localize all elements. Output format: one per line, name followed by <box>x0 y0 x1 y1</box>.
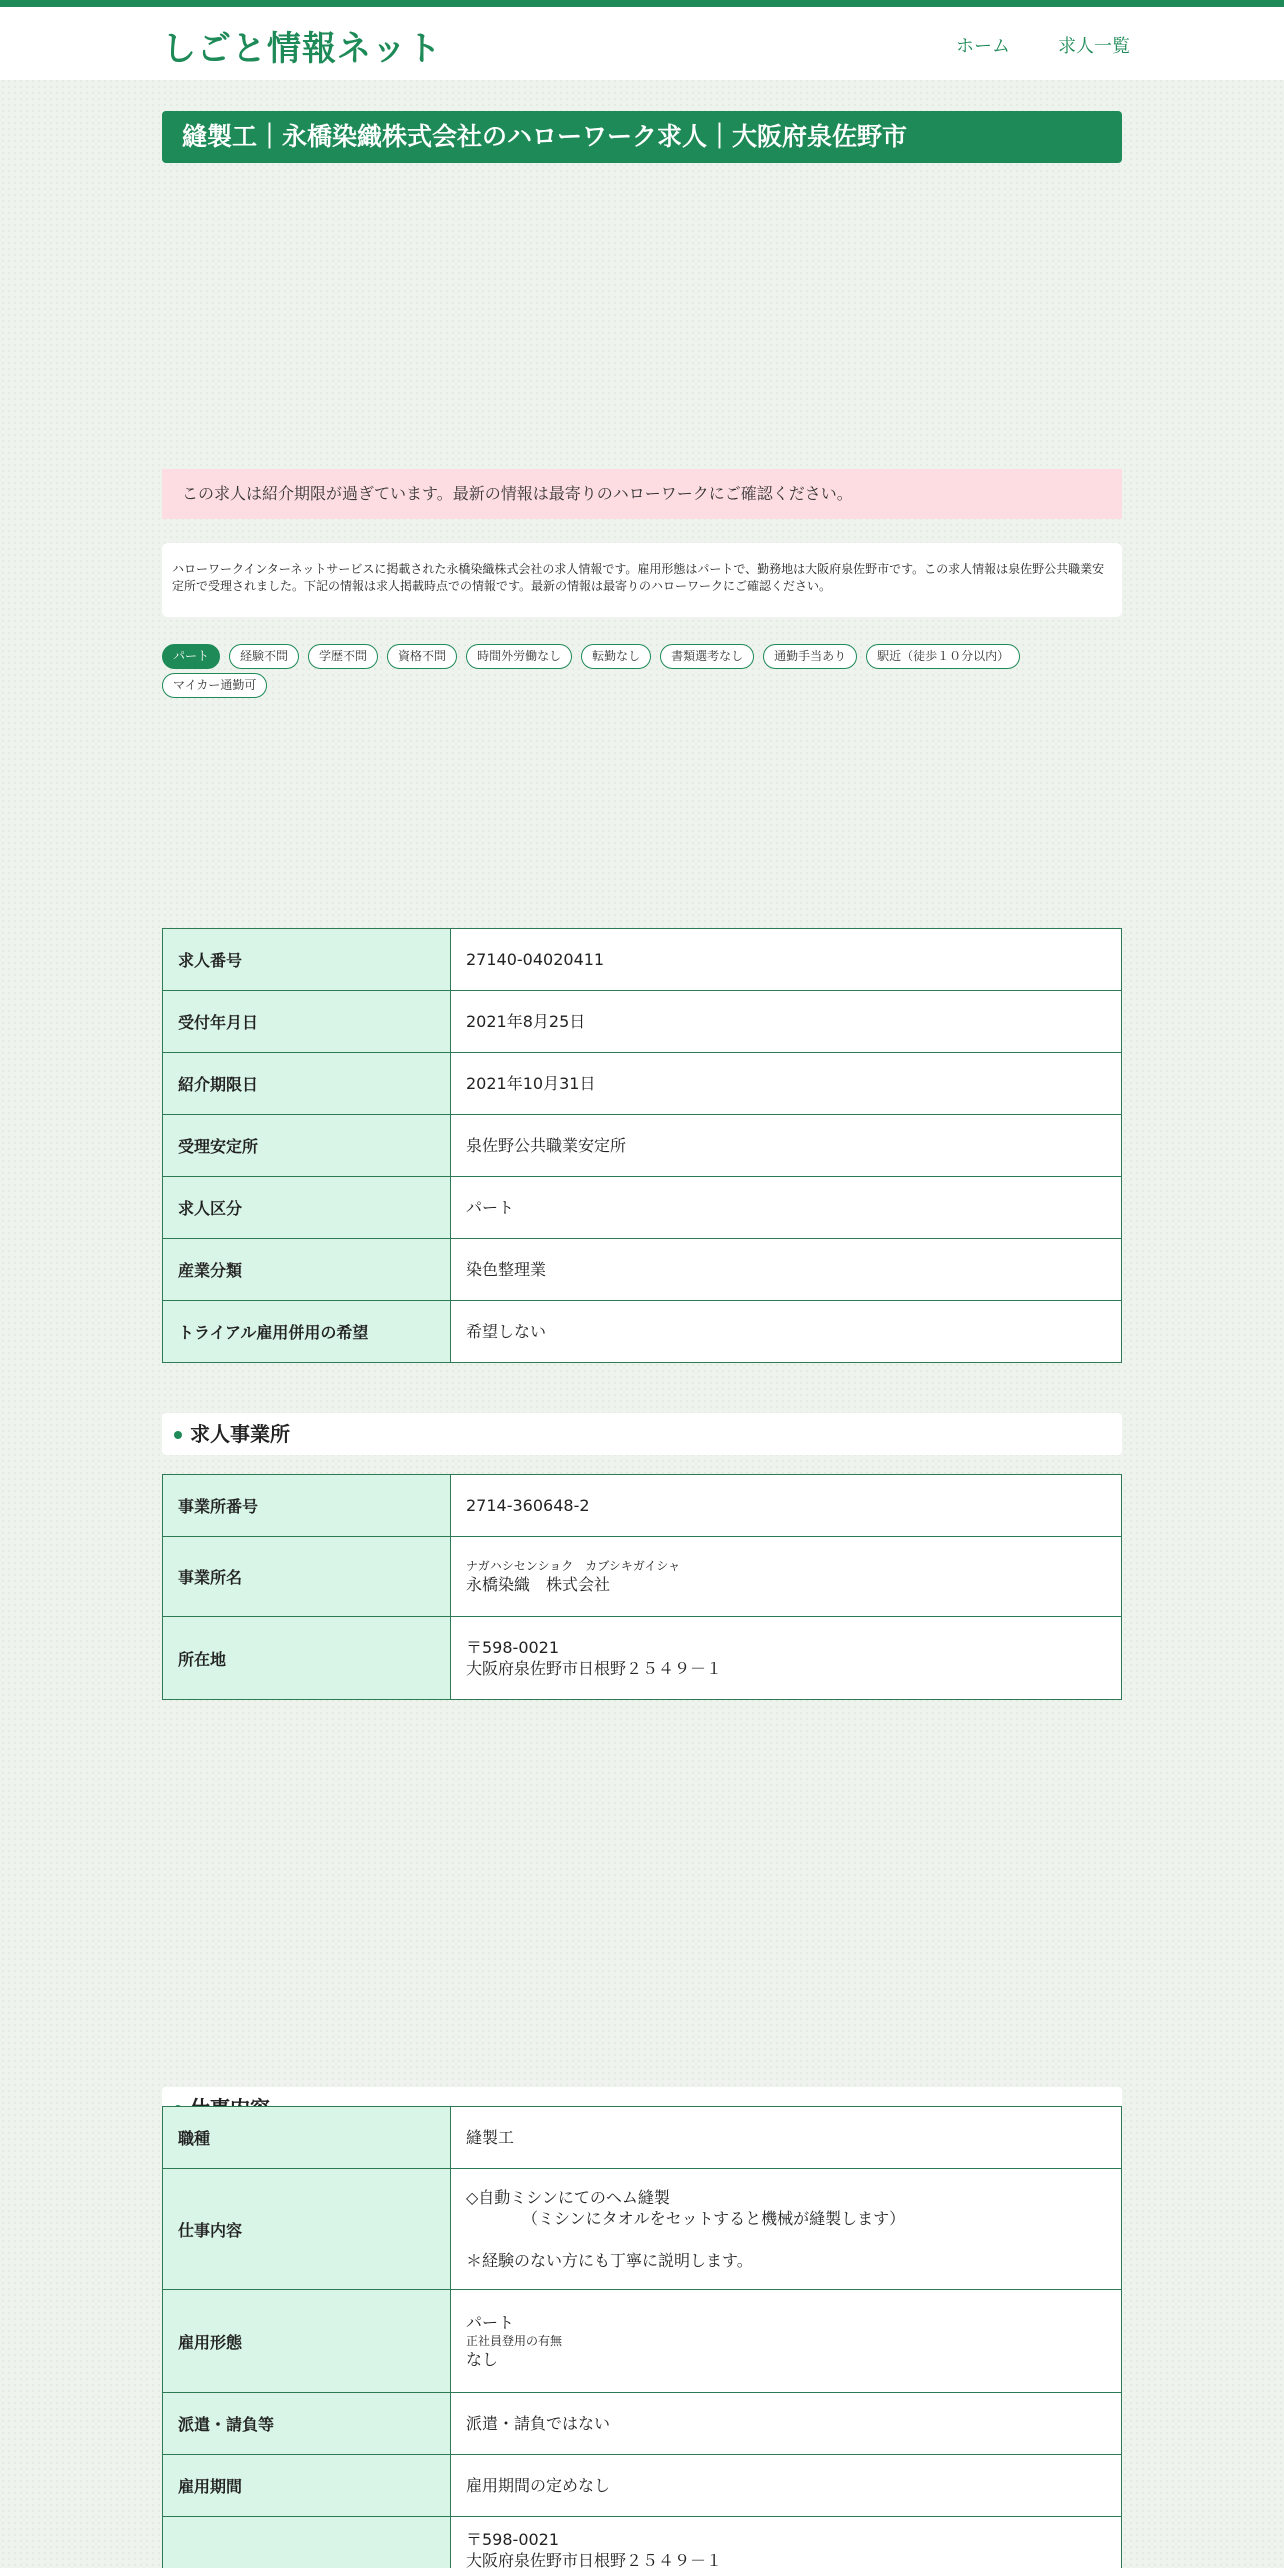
site-header <box>0 7 1284 80</box>
workplace-postal-code: 〒598-0021 <box>466 2530 560 2549</box>
row-label: 受理安定所 <box>163 1115 451 1177</box>
tag-part-time[interactable]: パート <box>162 644 220 669</box>
regular-conversion-label: 正社員登用の有無 <box>466 2334 563 2348</box>
basic-info-table <box>162 928 1122 1363</box>
row-value: 希望しない <box>451 1301 1122 1363</box>
row-value: 27140-04020411 <box>451 929 1122 991</box>
office-section-heading <box>162 1413 1122 1455</box>
table-row <box>163 1537 1122 1617</box>
tag-no-overtime[interactable]: 時間外労働なし <box>466 644 572 669</box>
table-row <box>163 2393 1122 2455</box>
dispatch-value: 派遣・請負ではない <box>451 2393 1122 2455</box>
row-label: 所在地 <box>163 1617 451 1700</box>
office-section-title: 求人事業所 <box>190 1422 290 1446</box>
row-label: 職種 <box>163 2107 451 2169</box>
row-label <box>163 2517 451 2568</box>
occupation-value: 縫製工 <box>451 2107 1122 2169</box>
workplace-address-cell <box>451 2517 1122 2568</box>
table-row <box>163 991 1122 1053</box>
office-number: 2714-360648-2 <box>451 1475 1122 1537</box>
workplace-address: 大阪府泉佐野市日根野２５４９－１ <box>466 2551 723 2568</box>
bullet-dot-icon <box>174 1431 182 1439</box>
job-content-line: （ミシンにタオルをセットすると機械が縫製します） <box>466 2209 906 2228</box>
row-value: 2021年8月25日 <box>451 991 1122 1053</box>
table-row <box>163 1475 1122 1537</box>
employment-period-value: 雇用期間の定めなし <box>451 2455 1122 2517</box>
employment-cell <box>451 2290 1122 2393</box>
table-row <box>163 2290 1122 2393</box>
table-row <box>163 1301 1122 1363</box>
office-name-cell <box>451 1537 1122 1617</box>
job-description-summary: ハローワークインターネットサービスに掲載された永橋染織株式会社の求人情報です。雇用形態はパートで、勤務地は大阪府泉佐野市です。この求人情報は泉佐野公共職業安定所で受理されました。下記の情報は求人掲載時点での情報です。最新の情報は最寄りのハローワークにご確認ください。 <box>162 543 1122 617</box>
tag-no-transfer[interactable]: 転勤なし <box>581 644 651 669</box>
table-row <box>163 1053 1122 1115</box>
tag-no-education[interactable]: 学歴不問 <box>308 644 378 669</box>
tag-near-station[interactable]: 駅近（徒歩１０分以内） <box>866 644 1020 669</box>
row-value: 泉佐野公共職業安定所 <box>451 1115 1122 1177</box>
regular-conversion-value: なし <box>466 2350 499 2369</box>
office-name: 永橋染織 株式会社 <box>466 1575 611 1594</box>
job-content-line: ◇自動ミシンにてのヘム縫製 <box>466 2188 670 2207</box>
page-title: 縫製工｜永橋染織株式会社のハローワーク求人｜大阪府泉佐野市 <box>162 111 1122 163</box>
row-label: 雇用形態 <box>163 2290 451 2393</box>
site-logo[interactable]: しごと情報ネット <box>162 29 442 69</box>
row-label: 事業所名 <box>163 1537 451 1617</box>
table-row <box>163 1239 1122 1301</box>
row-label: 雇用期間 <box>163 2455 451 2517</box>
row-value: 染色整理業 <box>451 1239 1122 1301</box>
row-value: 2021年10月31日 <box>451 1053 1122 1115</box>
table-row <box>163 1177 1122 1239</box>
tag-commute-allowance[interactable]: 通勤手当あり <box>763 644 857 669</box>
row-label: 求人区分 <box>163 1177 451 1239</box>
job-content-cell <box>451 2169 1122 2290</box>
row-label: 事業所番号 <box>163 1475 451 1537</box>
office-postal-code: 〒598-0021 <box>466 1638 560 1657</box>
row-label: 受付年月日 <box>163 991 451 1053</box>
top-accent-line <box>0 0 1284 7</box>
nav-home-link[interactable]: ホーム <box>956 36 1010 57</box>
table-row <box>163 2107 1122 2169</box>
row-label: 産業分類 <box>163 1239 451 1301</box>
job-content-line: ＊経験のない方にも丁寧に説明します。 <box>466 2251 753 2270</box>
table-row <box>163 1617 1122 1700</box>
tag-car-commute[interactable]: マイカー通勤可 <box>162 673 267 698</box>
feature-tags <box>162 644 1122 698</box>
office-address-cell <box>451 1617 1122 1700</box>
tag-no-qualification[interactable]: 資格不問 <box>387 644 457 669</box>
expired-notice: この求人は紹介期限が過ぎています。最新の情報は最寄りのハローワークにご確認ください。 <box>162 469 1122 519</box>
tag-no-document-screening[interactable]: 書類選考なし <box>660 644 754 669</box>
table-row <box>163 929 1122 991</box>
employment-type: パート <box>466 2313 515 2332</box>
office-info-table <box>162 1474 1122 1700</box>
row-label: 紹介期限日 <box>163 1053 451 1115</box>
row-label: 派遣・請負等 <box>163 2393 451 2455</box>
nav-job-list-link[interactable]: 求人一覧 <box>1058 36 1130 57</box>
row-label: トライアル雇用併用の希望 <box>163 1301 451 1363</box>
table-row <box>163 2455 1122 2517</box>
table-row <box>163 2517 1122 2568</box>
tag-no-experience[interactable]: 経験不問 <box>229 644 299 669</box>
office-name-kana: ナガハシセンショク カブシキガイシャ <box>466 1559 681 1573</box>
row-label: 仕事内容 <box>163 2169 451 2290</box>
job-info-table <box>162 2106 1122 2568</box>
row-label: 求人番号 <box>163 929 451 991</box>
table-row <box>163 2169 1122 2290</box>
office-address: 大阪府泉佐野市日根野２５４９－１ <box>466 1659 723 1678</box>
job-content-line <box>466 2229 1121 2250</box>
table-row <box>163 1115 1122 1177</box>
row-value: パート <box>451 1177 1122 1239</box>
